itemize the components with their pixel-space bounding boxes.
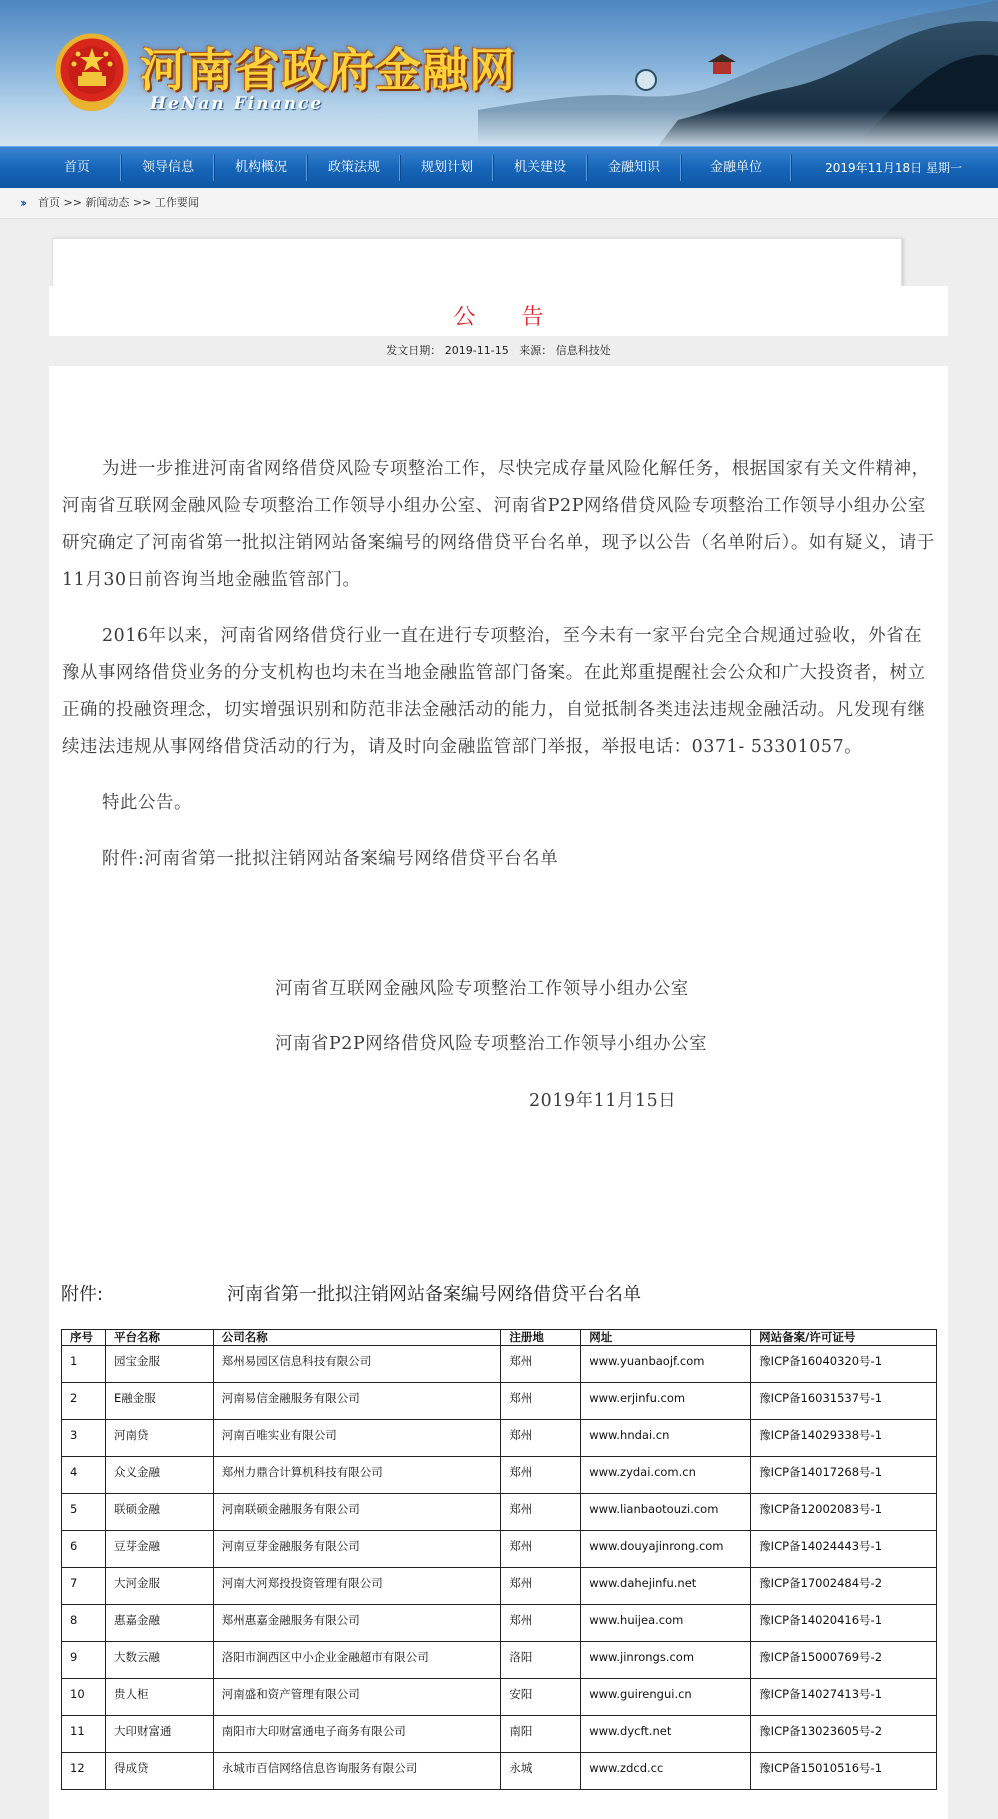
cell-url: www.erjinfu.com xyxy=(581,1383,751,1420)
table-row xyxy=(62,1383,937,1420)
cell-location: 安阳 xyxy=(501,1679,581,1716)
paragraph: 为进一步推进河南省网络借贷风险专项整治工作，尽快完成存量风险化解任务，根据国家有关文件精神，河南省互联网金融风险专项整治工作领导小组办公室、河南省P2P网络借贷风险专项整治工作领导小组办公室研究确定了河南省第一批拟注销网站备案编号的网络借贷平台名单，现予以公告（名单附后）。如有疑义，请于11月30日前咨询当地金融监管部门。 xyxy=(62,459,935,590)
cell-company: 河南盛和资产管理有限公司 xyxy=(213,1679,501,1716)
nav-item-leaders[interactable]: 领导信息 xyxy=(141,160,194,175)
cell-icp: 豫ICP备16040320号-1 xyxy=(751,1346,937,1383)
column-header: 注册地 xyxy=(501,1330,581,1346)
cell-company: 郑州惠嘉金融服务有限公司 xyxy=(213,1605,501,1642)
cell-company: 洛阳市涧西区中小企业金融超市有限公司 xyxy=(213,1642,501,1679)
cell-url: www.guirengui.cn xyxy=(581,1679,751,1716)
table-row xyxy=(62,1753,937,1790)
nav-divider xyxy=(790,155,792,181)
signature-office-2: 河南省P2P网络借贷风险专项整治工作领导小组办公室 xyxy=(275,1034,708,1054)
cell-platform: 联硕金融 xyxy=(105,1494,213,1531)
cell-platform: 大印财富通 xyxy=(105,1716,213,1753)
cell-index: 1 xyxy=(62,1346,106,1383)
nav-item-units[interactable]: 金融单位 xyxy=(709,160,762,175)
meta-date: 2019-11-15 xyxy=(444,344,509,357)
cell-location: 郑州 xyxy=(501,1494,581,1531)
cell-index: 3 xyxy=(62,1420,106,1457)
table-header-row xyxy=(62,1330,937,1346)
cell-url: www.douyajinrong.com xyxy=(581,1531,751,1568)
cell-icp: 豫ICP备15010516号-1 xyxy=(751,1753,937,1790)
table-row xyxy=(62,1420,937,1457)
breadcrumb-current[interactable]: 工作要闻 xyxy=(154,196,199,209)
table-row xyxy=(62,1346,937,1383)
cell-icp: 豫ICP备14029338号-1 xyxy=(751,1420,937,1457)
table-row xyxy=(62,1642,937,1679)
national-emblem-icon xyxy=(54,30,130,114)
cell-platform: 河南贷 xyxy=(105,1420,213,1457)
cell-company: 河南豆芽金融服务有限公司 xyxy=(213,1531,501,1568)
column-header: 序号 xyxy=(62,1330,106,1346)
nav-item-home[interactable]: 首页 xyxy=(63,160,90,175)
cell-location: 洛阳 xyxy=(501,1642,581,1679)
cell-icp: 豫ICP备15000769号-2 xyxy=(751,1642,937,1679)
cell-location: 永城 xyxy=(501,1753,581,1790)
meta-source: 信息科技处 xyxy=(555,344,611,357)
cell-index: 12 xyxy=(62,1753,106,1790)
table-row xyxy=(62,1494,937,1531)
cell-url: www.huijea.com xyxy=(581,1605,751,1642)
article-body xyxy=(62,451,938,897)
paragraph: 附件:河南省第一批拟注销网站备案编号网络借贷平台名单 xyxy=(102,849,559,869)
article-meta xyxy=(49,336,948,366)
cell-icp: 豫ICP备16031537号-1 xyxy=(751,1383,937,1420)
cell-platform: 贵人柜 xyxy=(105,1679,213,1716)
cell-icp: 豫ICP备14027413号-1 xyxy=(751,1679,937,1716)
mountain-scenery-image xyxy=(478,0,998,146)
main-nav xyxy=(0,146,998,189)
breadcrumb-home[interactable]: 首页 xyxy=(38,196,60,209)
cell-url: www.hndai.cn xyxy=(581,1420,751,1457)
attachment-title: 河南省第一批拟注销网站备案编号网络借贷平台名单 xyxy=(227,1284,641,1305)
cell-index: 10 xyxy=(62,1679,106,1716)
cell-icp: 豫ICP备12002083号-1 xyxy=(751,1494,937,1531)
cell-platform: 大河金服 xyxy=(105,1568,213,1605)
nav-item-agency[interactable]: 机关建设 xyxy=(513,160,566,175)
nav-item-plans[interactable]: 规划计划 xyxy=(420,160,473,175)
cell-icp: 豫ICP备14017268号-1 xyxy=(751,1457,937,1494)
cell-index: 9 xyxy=(62,1642,106,1679)
table-row xyxy=(62,1457,937,1494)
cell-icp: 豫ICP备14024443号-1 xyxy=(751,1531,937,1568)
cell-location: 郑州 xyxy=(501,1420,581,1457)
table-row xyxy=(62,1605,937,1642)
cell-company: 郑州易园区信息科技有限公司 xyxy=(213,1346,501,1383)
cell-url: www.lianbaotouzi.com xyxy=(581,1494,751,1531)
cell-location: 郑州 xyxy=(501,1346,581,1383)
cell-index: 6 xyxy=(62,1531,106,1568)
cell-url: www.dycft.net xyxy=(581,1716,751,1753)
cell-location: 郑州 xyxy=(501,1605,581,1642)
cell-url: www.jinrongs.com xyxy=(581,1642,751,1679)
table-row xyxy=(62,1716,937,1753)
column-header: 网址 xyxy=(581,1330,751,1346)
cell-location: 南阳 xyxy=(501,1716,581,1753)
meta-date-label: 发文日期： xyxy=(386,344,442,357)
cell-company: 河南联硕金融服务有限公司 xyxy=(213,1494,501,1531)
site-banner xyxy=(0,0,998,146)
signature-date: 2019年11月15日 xyxy=(529,1091,677,1111)
cell-url: www.yuanbaojf.com xyxy=(581,1346,751,1383)
meta-source-label: 来源： xyxy=(519,344,553,357)
cell-platform: 众义金融 xyxy=(105,1457,213,1494)
column-header: 平台名称 xyxy=(105,1330,213,1346)
cell-url: www.dahejinfu.net xyxy=(581,1568,751,1605)
cell-location: 郑州 xyxy=(501,1568,581,1605)
breadcrumb-news[interactable]: 新闻动态 xyxy=(85,196,130,209)
cell-platform: E融金服 xyxy=(105,1383,213,1420)
paragraph: 2016年以来，河南省网络借贷行业一直在进行专项整治，至今未有一家平台完全合规通过验收，外省在豫从事网络借贷业务的分支机构也均未在当地金融监管部门备案。在此郑重提醒社会公众和广大投资者，树立正确的投融资理念，切实增强识别和防范非法金融活动的能力，自觉抵制各类违法违规金融活动。凡发现有继续违法违规从事网络借贷活动的行为，请及时向金融监管部门举报，举报电话：0371- 53301057。 xyxy=(62,626,926,757)
nav-item-policies[interactable]: 政策法规 xyxy=(327,160,380,175)
article-container xyxy=(49,286,948,1819)
cell-icp: 豫ICP备13023605号-2 xyxy=(751,1716,937,1753)
cell-index: 8 xyxy=(62,1605,106,1642)
cell-icp: 豫ICP备14020416号-1 xyxy=(751,1605,937,1642)
breadcrumb-separator: >> xyxy=(132,196,152,209)
cell-index: 5 xyxy=(62,1494,106,1531)
cell-url: www.zydai.com.cn xyxy=(581,1457,751,1494)
cell-url: www.zdcd.cc xyxy=(581,1753,751,1790)
column-header: 公司名称 xyxy=(213,1330,501,1346)
cell-location: 郑州 xyxy=(501,1457,581,1494)
table-row xyxy=(62,1531,937,1568)
cell-index: 4 xyxy=(62,1457,106,1494)
cell-company: 永城市百信网络信息咨询服务有限公司 xyxy=(213,1753,501,1790)
cell-platform: 惠嘉金融 xyxy=(105,1605,213,1642)
site-subtitle: HeNan Finance xyxy=(150,94,324,114)
cell-location: 郑州 xyxy=(501,1531,581,1568)
cell-platform: 园宝金服 xyxy=(105,1346,213,1383)
article-title: 公告 xyxy=(453,305,590,330)
cell-index: 11 xyxy=(62,1716,106,1753)
current-date: 2019年11月18日 星期一 xyxy=(825,161,962,175)
cell-index: 2 xyxy=(62,1383,106,1420)
breadcrumb-separator: >> xyxy=(63,196,82,209)
attachment-label: 附件: xyxy=(61,1284,104,1305)
column-header: 网站备案/许可证号 xyxy=(751,1330,937,1346)
paragraph: 特此公告。 xyxy=(102,793,192,813)
cell-platform: 豆芽金融 xyxy=(105,1531,213,1568)
platform-table xyxy=(61,1329,937,1790)
cell-platform: 大数云融 xyxy=(105,1642,213,1679)
cell-company: 郑州力鼎合计算机科技有限公司 xyxy=(213,1457,501,1494)
cell-company: 河南大河郑投投资管理有限公司 xyxy=(213,1568,501,1605)
cell-location: 郑州 xyxy=(501,1383,581,1420)
double-chevron-right-icon: ›› xyxy=(20,196,24,210)
breadcrumb xyxy=(0,188,998,219)
cell-company: 南阳市大印财富通电子商务有限公司 xyxy=(213,1716,501,1753)
site-title: 河南省政府金融网 xyxy=(140,43,516,97)
nav-item-knowledge[interactable]: 金融知识 xyxy=(607,160,660,175)
cell-platform: 得成贷 xyxy=(105,1753,213,1790)
table-row xyxy=(62,1679,937,1716)
cell-company: 河南百唯实业有限公司 xyxy=(213,1420,501,1457)
paper-tab xyxy=(52,238,902,287)
nav-item-institutions[interactable]: 机构概况 xyxy=(234,160,287,175)
cell-company: 河南易信金融服务有限公司 xyxy=(213,1383,501,1420)
cell-index: 7 xyxy=(62,1568,106,1605)
cell-icp: 豫ICP备17002484号-2 xyxy=(751,1568,937,1605)
table-row xyxy=(62,1568,937,1605)
signature-office-1: 河南省互联网金融风险专项整治工作领导小组办公室 xyxy=(275,979,689,999)
